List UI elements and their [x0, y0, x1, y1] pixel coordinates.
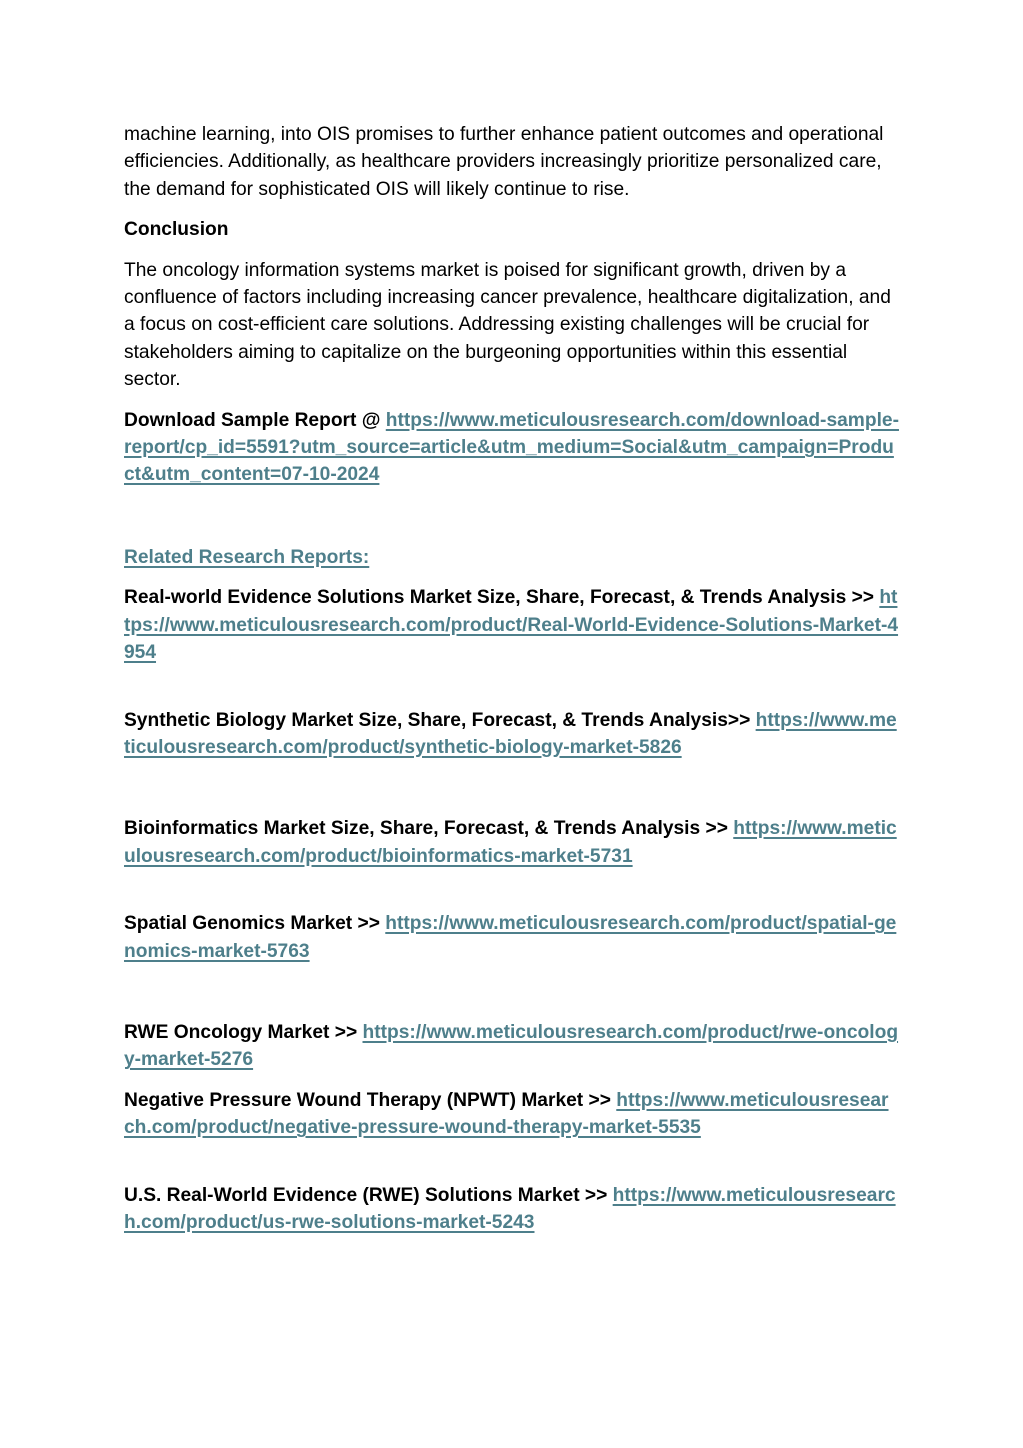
report-link[interactable]: https://www.meticulousresearch.com/product/synthetic-biology-market-5826: [124, 709, 897, 758]
related-report-item: [124, 910, 899, 965]
download-sample-line: [124, 407, 899, 489]
report-label: Negative Pressure Wound Therapy (NPWT) Market >>: [124, 1089, 617, 1111]
document-page: [124, 121, 899, 1236]
related-report-item: [124, 1087, 899, 1142]
related-reports-heading: [124, 544, 899, 571]
report-link[interactable]: https://www.meticulousresearch.com/product/negative-pressure-wound-therapy-market-5535: [124, 1089, 889, 1139]
report-label: Spatial Genomics Market >>: [124, 913, 386, 935]
report-link[interactable]: https://www.meticulousresearch.com/product/Real-World-Evidence-Solutions-Market-4954: [124, 587, 899, 664]
report-label: RWE Oncology Market >>: [124, 1021, 363, 1043]
report-label: Bioinformatics Market Size, Share, Forecast, & Trends Analysis >>: [124, 818, 734, 840]
report-link[interactable]: https://www.meticulousresearch.com/product/us-rwe-solutions-market-5243: [124, 1184, 896, 1233]
conclusion-paragraph: The oncology information systems market is poised for significant growth, driven by a confluence of factors including increasing cancer prevalence, healthcare digitalization, and a focus on cost-efficient care solutions. Addressing existing challenges will be crucial for stakeholders aiming to capitalize on the burgeoning opportunities within this essential sector.: [124, 259, 891, 391]
conclusion-heading: Conclusion: [124, 219, 229, 241]
report-link[interactable]: https://www.meticulousresearch.com/product/spatial-genomics-market-5763: [124, 913, 897, 962]
related-report-item: [124, 1019, 899, 1074]
report-link[interactable]: https://www.meticulousresearch.com/product/rwe-oncology-market-5276: [124, 1021, 899, 1071]
related-report-item: [124, 815, 899, 870]
intro-paragraph: machine learning, into OIS promises to further enhance patient outcomes and operational efficiencies. Additionally, as healthcare providers increasingly prioritize personalized care, the demand for sophisticated OIS will likely continue to rise.: [124, 124, 884, 200]
report-label: U.S. Real-World Evidence (RWE) Solutions Market >>: [124, 1184, 613, 1206]
report-link[interactable]: https://www.meticulousresearch.com/product/bioinformatics-market-5731: [124, 818, 897, 867]
report-label: Synthetic Biology Market Size, Share, Forecast, & Trends Analysis>>: [124, 709, 756, 731]
related-report-item: [124, 584, 899, 666]
related-report-item: [124, 707, 899, 762]
report-label: Real-world Evidence Solutions Market Size, Share, Forecast, & Trends Analysis >>: [124, 587, 880, 609]
related-report-item: [124, 1182, 899, 1237]
related-reports-link[interactable]: Related Research Reports:: [124, 546, 370, 568]
download-sample-label: Download Sample Report @: [124, 409, 386, 431]
download-sample-link[interactable]: https://www.meticulousresearch.com/download-sample-report/cp_id=5591?utm_source=article&utm_medium=Social&utm_campaign=Product&utm_content=07-10-2024: [124, 409, 899, 486]
